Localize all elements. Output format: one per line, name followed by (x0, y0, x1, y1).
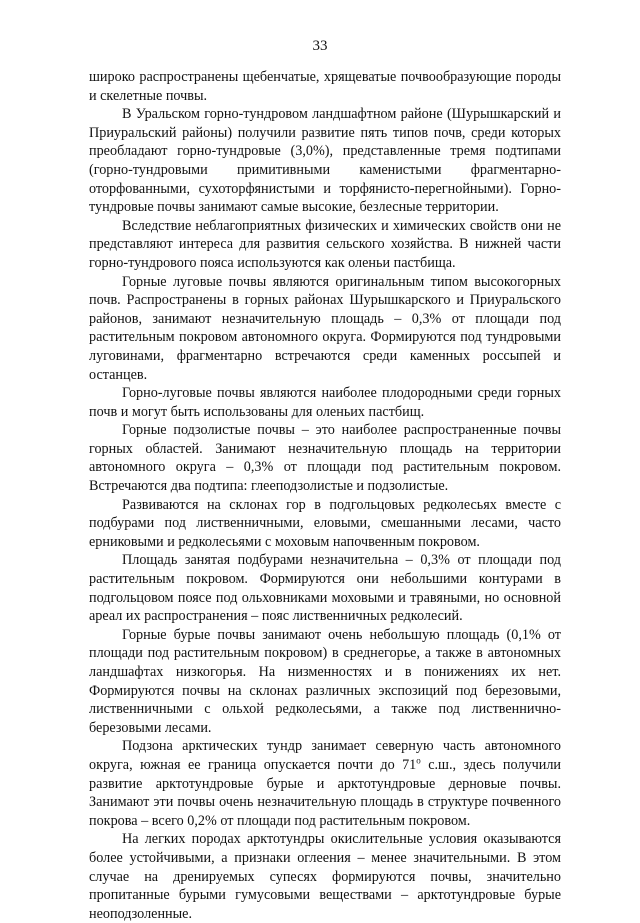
paragraph-mountain-brown-soils: Горные бурые почвы занимают очень небольшую площадь (0,1% от площади под растительным покровом) в среднегорье, а также в автономных ландшафтах низкогорья. На низменностях и в понижениях их нет. Формируются почвы на склонах различных экспозиций под березовыми, лиственничными с ольхой редколесьями, а также под лиственнично-березовыми лесами. (89, 626, 561, 736)
page-number: 33 (312, 38, 328, 54)
paragraph-arctic-tundra-subzone (89, 737, 561, 830)
paragraph-podbur-area: Площадь занятая подбурами незначительна – 0,3% от площади под растительным покровом. Формируются они небольшими контурами в подгольцовом поясе под ольховниками моховыми и травяными, но основной ареал их распространения – пояс лиственничных редколесий. (89, 552, 561, 625)
paragraph-meadow-soils-fertility: Горно-луговые почвы являются наиболее плодородными среди горных почв и могут быть использованы для оленьих пастбищ. (89, 385, 561, 420)
body-text (89, 68, 561, 923)
paragraph-mountain-podzolic-soils: Горные подзолистые почвы – это наиболее распространенные почвы горных областей. Занимают незначительную площадь на территории автономного округа – 0,3% от площади под растительным покровом. Встречаются два подтипа: глееподзолистые и подзолистые. (89, 422, 561, 495)
degree-superscript: o (416, 755, 421, 766)
paragraph-slope-development: Развиваются на склонах гор в подгольцовых редколесьях вместе с подбурами под лиственничными, еловыми, смешанными лесами, часто ерниковыми и редколесьями с моховым напочвенным покровом. (89, 496, 561, 550)
paragraph-mountain-meadow-soils: Горные луговые почвы являются оригинальным типом высокогорных почв. Распространены в горных районах Шурышкарского и Приуральского районов, занимают незначительную площадь – 0,3% от площади под растительным покровом автономного округа. Формируются под тундровыми луговинами, фрагментарно встречаются среди каменных россыпей и останцев. (89, 273, 561, 383)
paragraph-light-rocks-arctotundra: На легких породах арктотундры окислительные условия оказываются более устойчивыми, а признаки оглеения – менее значительными. В этом случае на дренируемых супесях формируются почвы, значительно пропитанные бурыми гумусовыми веществами – арктотундровые бурые неоподзоленные. (89, 831, 561, 922)
paragraph-unfavorable-properties: Вследствие неблагоприятных физических и химических свойств они не представляют интереса для развития сельского хозяйства. В нижней части горно-тундрового пояса используются как оленьи пастбища. (89, 217, 561, 271)
paragraph-continuation: широко распространены щебенчатые, хрящеватые почвообразующие породы и скелетные почвы. (89, 69, 561, 104)
arctic-tundra-text-start: Подзона арктических тундр занимает северную часть автономного округа, южная ее граница опускается почти до 71 (89, 738, 561, 773)
paragraph-ural-mountain-tundra-region: В Уральском горно-тундровом ландшафтном районе (Шурышкарский и Приуральский районы) получили развитие пять типов почв, среди которых преобладают горно-тундровые (3,0%), представленные тремя подтипами (горно-тундровыми примитивными каменистыми фрагментарно-оторфованными, сухоторфянистыми и торфянисто-перегнойными). Горно-тундровые почвы занимают самые высокие, безлесные территории. (89, 106, 561, 216)
arctic-tundra-text-end: с.ш., здесь получили развитие арктотундровые бурые и арктотундровые дерновые почвы. Занимают эти почвы очень незначительную площадь в структуре почвенного покрова – всего 0,2% от площади под растительным покровом. (89, 756, 561, 829)
